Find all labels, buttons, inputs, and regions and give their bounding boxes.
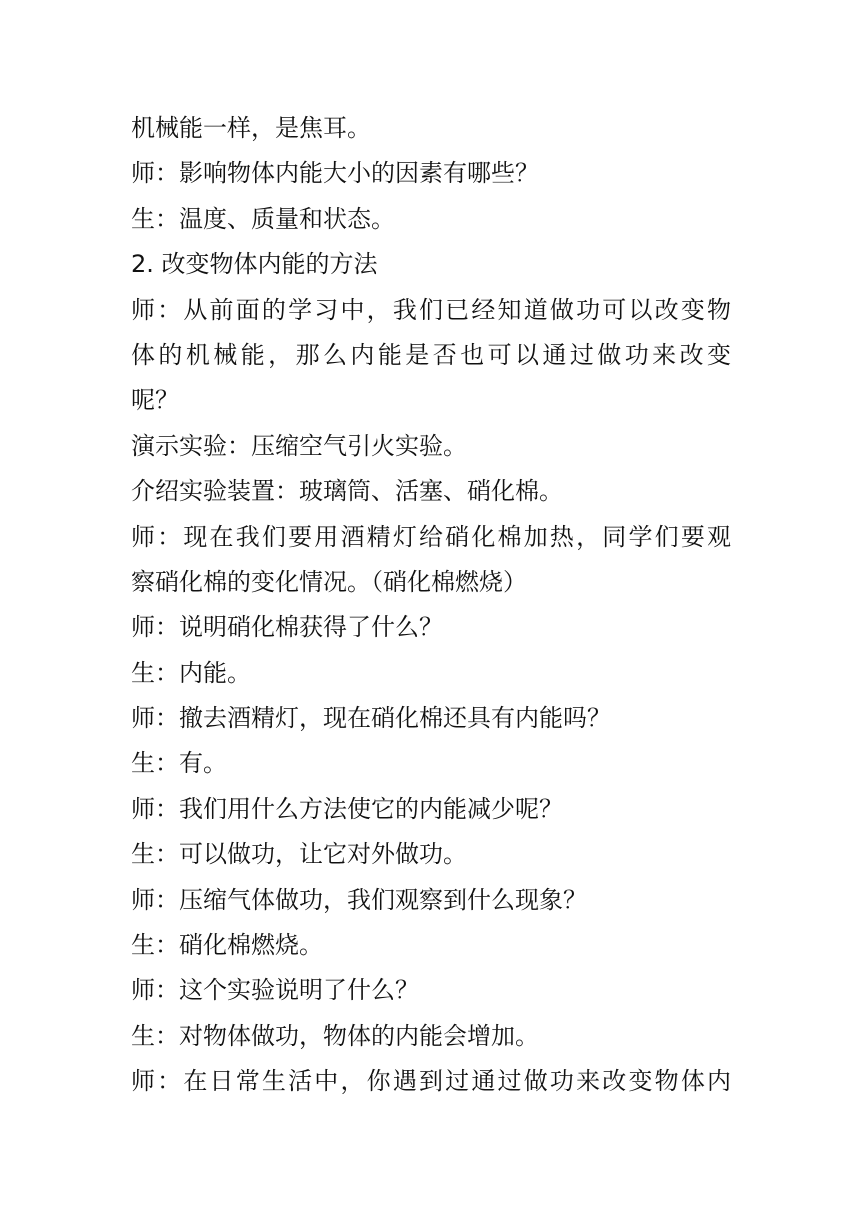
text-line: 生：有。: [131, 749, 227, 778]
text-line: 师：现在我们要用酒精灯给硝化棉加热，同学们要观: [131, 522, 731, 551]
text-line: 机械能一样，是焦耳。: [131, 114, 371, 142]
text-line: 体的机械能，那么内能是否也可以通过做功来改变: [131, 340, 731, 369]
text-line: 生：内能。: [131, 658, 251, 687]
text-line: 师：这个实验说明了什么？: [131, 976, 419, 1005]
text-line: 师：撤去酒精灯，现在硝化棉还具有内能吗？: [131, 704, 611, 733]
text-line: 生：对物体做功，物体的内能会增加。: [131, 1021, 539, 1050]
text-line: 师：压缩气体做功，我们观察到什么现象？: [131, 885, 587, 914]
text-line: 师：从前面的学习中，我们已经知道做功可以改变物: [131, 295, 731, 324]
text-line: 师：影响物体内能大小的因素有哪些？: [131, 159, 539, 188]
text-line: 介绍实验装置：玻璃筒、活塞、硝化棉。: [131, 477, 563, 506]
text-line: 生：可以做功，让它对外做功。: [131, 840, 467, 869]
text-line: 师：我们用什么方法使它的内能减少呢？: [131, 794, 563, 823]
text-line: 呢？: [131, 386, 179, 415]
text-line: 师：在日常生活中，你遇到过通过做功来改变物体内: [131, 1067, 731, 1096]
text-line: 察硝化棉的变化情况。（硝化棉燃烧）: [131, 567, 527, 596]
text-line: 师：说明硝化棉获得了什么？: [131, 613, 443, 642]
text-line: 生：硝化棉燃烧。: [131, 931, 323, 960]
text-line: 演示实验：压缩空气引火实验。: [131, 431, 467, 460]
section-heading: 2. 改变物体内能的方法: [131, 250, 378, 279]
document-body: [131, 106, 741, 1105]
text-line: 生：温度、质量和状态。: [131, 204, 395, 233]
